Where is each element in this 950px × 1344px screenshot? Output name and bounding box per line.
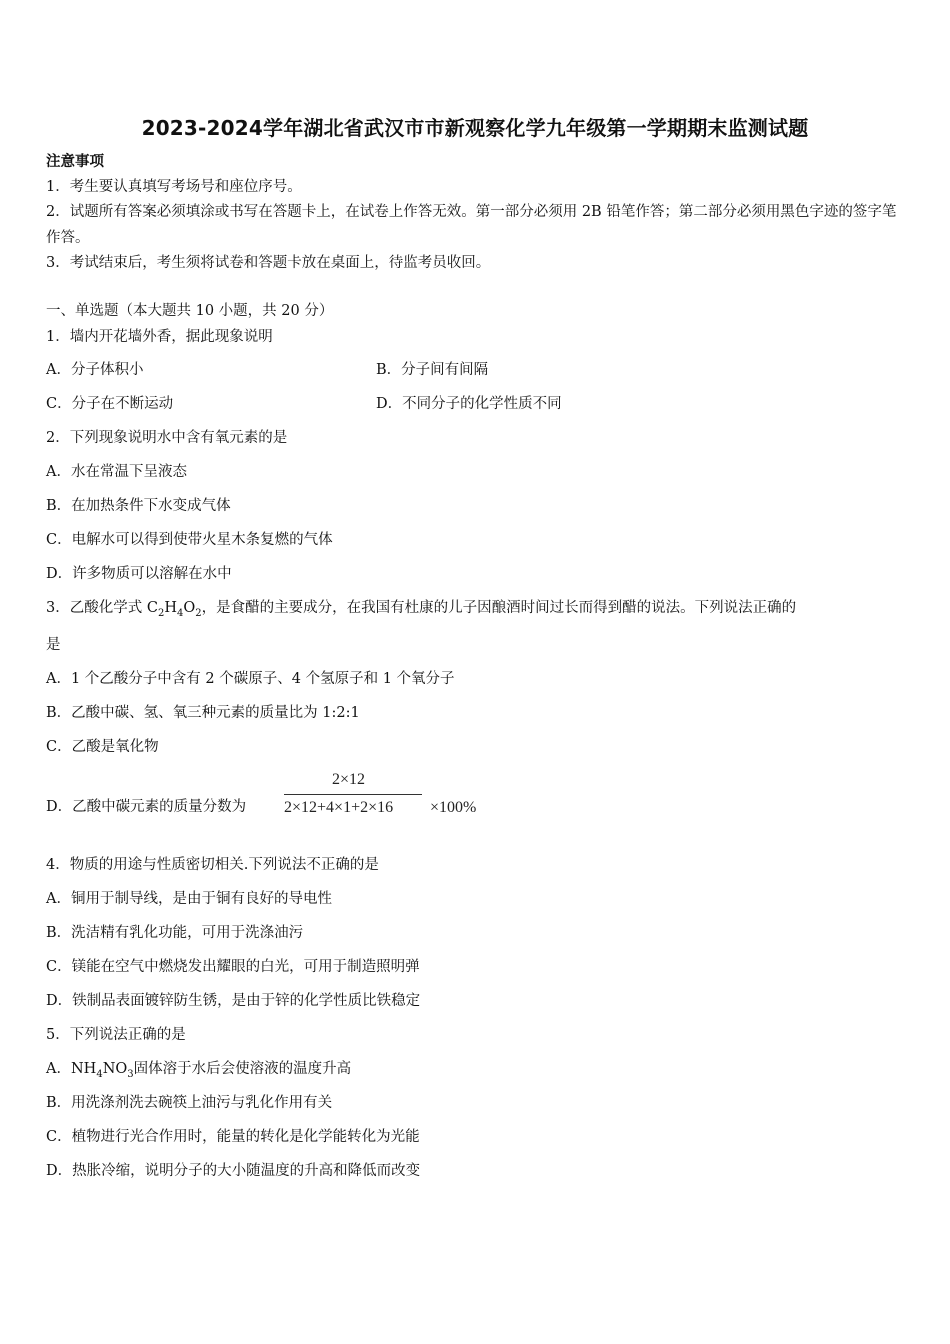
q2-stem: 2．下列现象说明水中含有氧元素的是 <box>46 430 288 446</box>
q1-option-c: C．分子在不断运动 <box>46 396 174 412</box>
q5-option-c: C．植物进行光合作用时，能量的转化是化学能转化为光能 <box>46 1129 420 1145</box>
q3-formula-h: H <box>164 600 177 616</box>
q3-formula-o: O <box>183 600 196 616</box>
q2-option-b: B．在加热条件下水变成气体 <box>46 498 231 514</box>
q3-stem-continued: 是 <box>46 637 61 653</box>
q3-subscript: 4 <box>176 607 184 619</box>
q5-subscript: 4 <box>96 1068 103 1080</box>
q3-stem-text: ，是食醋的主要成分，在我国有杜康的儿子因酿酒时间过长而得到醋的说法。下列说法正确的 <box>201 600 797 616</box>
q4-stem: 4．物质的用途与性质密切相关.下列说法不正确的是 <box>46 857 379 873</box>
q3-option-b: B．乙酸中碳、氢、氧三种元素的质量比为 1:2:1 <box>46 705 360 721</box>
q3-option-d: D．乙酸中碳元素的质量分数为 <box>46 799 247 815</box>
q3-option-a: A．1 个乙酸分子中含有 2 个碳原子、4 个氢原子和 1 个氧分子 <box>46 671 455 687</box>
q2-option-d: D．许多物质可以溶解在水中 <box>46 566 232 582</box>
q3-stem-text: 3．乙酸化学式 C <box>46 600 158 616</box>
q5-formula-no: NO <box>102 1061 128 1077</box>
q2-option-c: C．电解水可以得到使带火星木条复燃的气体 <box>46 532 333 548</box>
q1-option-d: D．不同分子的化学性质不同 <box>376 396 562 412</box>
document-title: 2023-2024学年湖北省武汉市市新观察化学九年级第一学期期末监测试题 <box>141 116 809 140</box>
q3-subscript: 2 <box>157 607 165 619</box>
q1-stem: 1．墙内开花墙外香，据此现象说明 <box>46 329 273 345</box>
q5-option-a <box>46 1059 351 1085</box>
q5-stem: 5．下列说法正确的是 <box>46 1027 186 1043</box>
q3-option-c: C．乙酸是氧化物 <box>46 739 159 755</box>
q3-fraction-numerator: 2×12 <box>332 771 366 788</box>
q5-option-a-text: 固体溶于水后会使溶液的温度升高 <box>133 1061 352 1077</box>
notice-item-1: 1．考生要认真填写考场号和座位序号。 <box>46 179 302 195</box>
q5-option-b: B．用洗涤剂洗去碗筷上油污与乳化作用有关 <box>46 1095 333 1111</box>
notice-heading: 注意事项 <box>46 153 104 170</box>
q3-fraction-percent: ×100% <box>430 799 477 816</box>
q5-subscript: 3 <box>127 1068 134 1080</box>
q3-fraction-denominator: 2×12+4×1+2×16 <box>284 799 394 816</box>
q5-option-a-text: A．NH <box>46 1061 97 1077</box>
q4-option-a: A．铜用于制导线，是由于铜有良好的导电性 <box>46 891 332 907</box>
section-heading: 一、单选题（本大题共 10 小题，共 20 分） <box>46 303 334 319</box>
notice-item-2: 2．试题所有答案必须填涂或书写在答题卡上，在试卷上作答无效。第一部分必须用 2B 铅笔作答；第二部分必须用黑色字迹的签字笔作答。 <box>46 204 897 246</box>
notice-item-3: 3．考试结束后，考生须将试卷和答题卡放在桌面上，待监考员收回。 <box>46 255 491 271</box>
q2-option-a: A．水在常温下呈液态 <box>46 464 187 480</box>
q4-option-c: C．镁能在空气中燃烧发出耀眼的白光，可用于制造照明弹 <box>46 959 420 975</box>
q4-option-d: D．铁制品表面镀锌防生锈，是由于锌的化学性质比铁稳定 <box>46 993 421 1009</box>
q3-subscript: 2 <box>195 607 202 619</box>
q1-option-b: B．分子间有间隔 <box>376 362 489 378</box>
q3-fraction-bar <box>284 794 422 795</box>
q4-option-b: B．洗洁精有乳化功能，可用于洗涤油污 <box>46 925 304 941</box>
q5-option-d: D．热胀冷缩，说明分子的大小随温度的升高和降低而改变 <box>46 1163 421 1179</box>
q1-option-a: A．分子体积小 <box>46 362 144 378</box>
q3-stem <box>46 598 796 624</box>
